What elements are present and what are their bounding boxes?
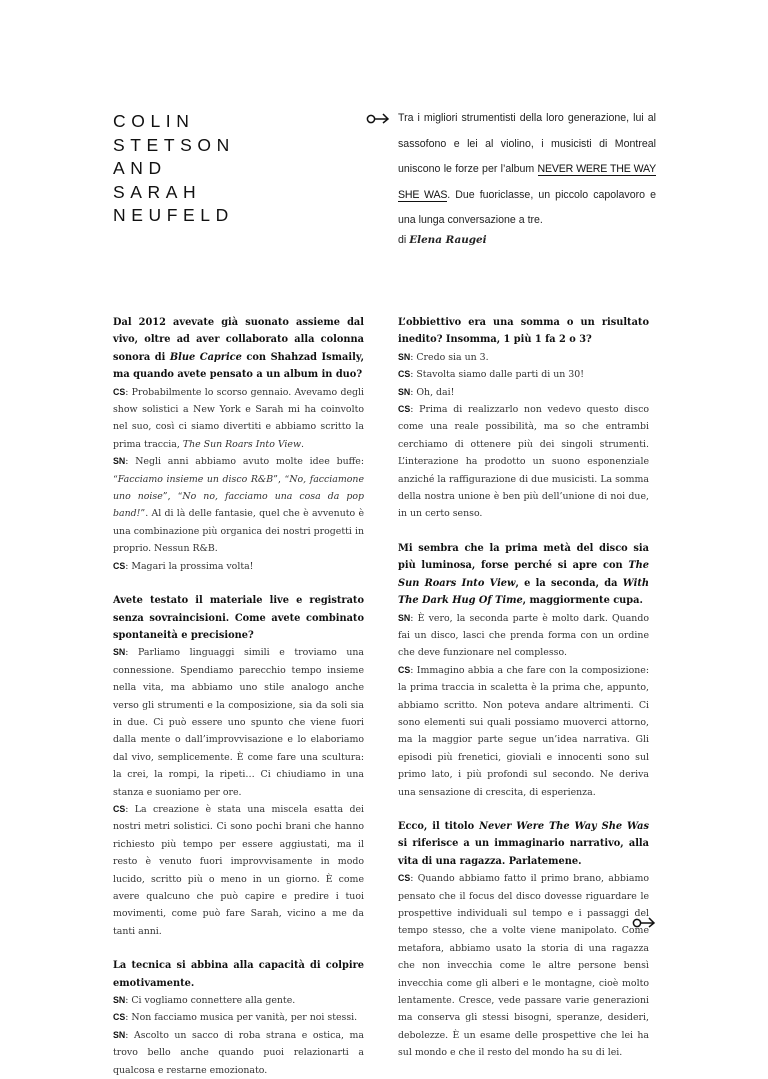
album-title: NEVER WERE THE WAY SHE WAS (398, 163, 656, 201)
answer: CS: Immagino abbia a che fare con la composizione: la prima traccia in scaletta è la prima che, appunto, abbiamo scritto. Non poteva andare altrimenti. Ci sono elementi sui quali possiamo muoverci attorno, ma la maggior parte segue un’idea narrativa. Gli episodi più frenetici, gioviali e innocenti sono sul primo lato, i più profondi sul secondo. Ne deriva una sensazione di crescita, di esperienza. (398, 664, 649, 798)
author-name: Elena Raugei (409, 234, 487, 246)
title-line: AND (113, 158, 167, 178)
answer: SN: È vero, la seconda parte è molto dark. Quando fai un disco, lasci che prenda forma con un ordine che deve funzionare nel complesso. (398, 612, 649, 659)
title-line: NEUFELD (113, 205, 234, 225)
speaker-label: SN (113, 1029, 126, 1040)
speaker-label: SN (113, 456, 126, 467)
speaker-label: SN (113, 647, 126, 658)
answer: CS: Stavolta siamo dalle parti di un 30! (398, 369, 585, 381)
question: L’obbiettivo era una somma o un risultato inedito? Insomma, 1 più 1 fa 2 o 3? (398, 317, 649, 346)
answer: CS: Non facciamo musica per vanità, per noi stessi. (113, 1012, 358, 1024)
speaker-label: CS (113, 386, 126, 397)
answer: SN: Negli anni abbiamo avuto molte idee buffe: “Facciamo insieme un disco R&B”, “No, facciamone uno noise”, “No no, facciamo una cosa da pop band!”. Al di là delle fantasie, quel che è avvenuto è una combinazione più organica dei nostri progetti in proprio. Nessun R&B. (113, 456, 365, 555)
answer: SN: Ascolto un sacco di roba strana e ostica, ma trovo bello anche quando puoi relazionarti a qualcosa e restarne emozionato. (113, 1029, 364, 1076)
answer: SN: Ci vogliamo connettere alla gente. (113, 995, 296, 1007)
byline-prefix: di (398, 234, 410, 246)
right-column (398, 314, 649, 1062)
question: La tecnica si abbina alla capacità di colpire emotivamente. (113, 960, 364, 989)
answer: CS: Magari la prossima volta! (113, 560, 254, 572)
speaker-label: SN (398, 351, 411, 362)
speaker-label: SN (398, 386, 411, 397)
answer: CS: Quando abbiamo fatto il primo brano, abbiamo pensato che il focus del disco dovesse riguardare le prospettive individuali sul tempo e i passaggi del tempo stesso, che a volte viene manipolato. Come metafora, abbiamo usato la storia di una ragazza che non invecchia come le altre persone bensì invecchia come gli alberi e le montagne, cioè molto lentamente. Cresce, vede passare varie generazioni ma conserva gli stessi bisogni, speranze, desideri, debolezze. È un esame delle prospettive che lei ha sul mondo e che il resto del mondo ha su di lei. (398, 873, 649, 1059)
title-line: COLIN (113, 111, 195, 131)
title-line: STETSON (113, 134, 235, 155)
speaker-label: SN (398, 612, 411, 623)
answer: SN: Credo sia un 3. (398, 351, 489, 363)
speaker-label: CS (398, 873, 411, 884)
answer: CS: Prima di realizzarlo non vedevo questo disco come una reale possibilità, ma so che entrambi cerchiamo di ottenere più dei singoli strumenti. L’interazione ha prodotto un suono esponenziale anziché la raffigurazione di due musicisti. La somma della nostra unione è ben più dell’unione di noi due, in un certo senso. (398, 404, 649, 520)
intro-paragraph (398, 106, 656, 234)
speaker-label: CS (113, 803, 126, 814)
answer: CS: La creazione è stata una miscela esatta dei nostri metri solistici. Ci sono pochi brani che hanno richiesto più tempo per essere aggiustati, ma il resto è venuto fuori improvvisamente in modo lucido, scritto più o meno in un giorno. È come avere qualcuno che può capire e predire i tuoi movimenti, come può fare Sarah, vicino a me da tanti anni. (113, 803, 364, 937)
speaker-label: CS (398, 369, 411, 380)
speaker-label: CS (113, 1012, 126, 1023)
speaker-label: CS (398, 664, 411, 675)
arrow-right-icon (366, 112, 392, 124)
intro-text: Tra i migliori strumentisti della loro generazione, lui al sassofono e lei al violino, i musicisti di Montreal uniscono le forze per l’album (398, 112, 656, 175)
answer: CS: Probabilmente lo scorso gennaio. Avevamo degli show solistici a New York e Sarah mi ha coinvolto nel suo, così ci siamo divertiti e abbiamo scritto la prima traccia, The Sun Roars Into View. (113, 386, 364, 450)
speaker-label: SN (113, 995, 126, 1006)
title-line: SARAH (113, 181, 202, 202)
speaker-label: CS (113, 560, 126, 571)
answer: SN: Oh, dai! (398, 386, 455, 398)
question: Dal 2012 avevate già suonato assieme dal vivo, oltre ad aver collaborato alla colonna sonora di Blue Caprice con Shahzad Ismaily, ma quando avete pensato a un album in duo? (113, 317, 364, 381)
article-title (113, 110, 235, 228)
left-column (113, 314, 364, 1079)
question: Avete testato il materiale live e registrato senza sovraincisioni. Come avete combinato spontaneità e precisione? (113, 595, 364, 641)
speaker-label: CS (398, 404, 411, 415)
question: Mi sembra che la prima metà del disco sia più luminosa, forse perché si apre con The Sun Roars Into View, e la seconda, da With The Dark Hug Of Time, maggiormente cupa. (398, 542, 649, 607)
answer: SN: Parliamo linguaggi simili e troviamo una connessione. Spendiamo parecchio tempo insieme nella vita, ma abbiamo uno stile analogo anche verso gli strumenti e la composizione, sia da soli sia in due. Ci può essere uno spunto che viene fuori dalla mente o dall’improvvisazione e lo elaboriamo dal vivo, semplicemente. È come fare una scultura: la crei, la rompi, la ripeti… Ci chiudiamo in una stanza e suoniamo per ore. (113, 647, 364, 798)
question: Ecco, il titolo Never Were The Way She Was si riferisce a un immaginario narrativo, alla vita di una ragazza. Parlatemene. (398, 820, 649, 867)
arrow-right-icon (632, 916, 658, 928)
intro-text-end: . Due fuoriclasse, un piccolo capolavoro e una lunga conversazione a tre. (398, 188, 656, 226)
byline (398, 234, 487, 246)
